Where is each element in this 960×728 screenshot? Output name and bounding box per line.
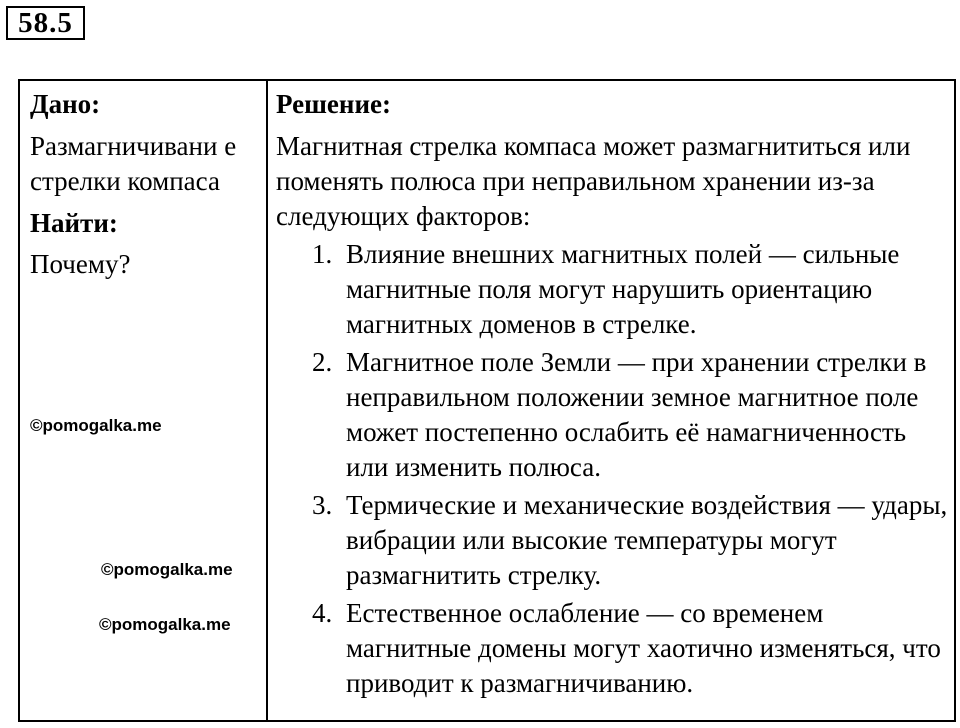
find-heading: Найти:	[30, 208, 118, 238]
factor-list	[276, 237, 952, 701]
factor-text: Магнитное поле Земли — при хранении стрелки в неправильном положении земное магнитное поле может постепенно ослабить её намагниченность или изменить полюса.	[346, 347, 927, 482]
watermark: ©pomogalka.me	[99, 615, 231, 634]
solution-column	[276, 87, 952, 701]
factor-number: 3.	[312, 490, 333, 520]
factor-item	[276, 237, 952, 342]
watermark: ©pomogalka.me	[30, 416, 162, 435]
watermark: ©pomogalka.me	[101, 560, 233, 579]
factor-number: 2.	[312, 347, 333, 377]
factor-text: Естественное ослабление — со временем магнитные домены могут хаотично изменяться, что приводит к размагничиванию.	[346, 598, 941, 698]
given-column	[30, 87, 258, 282]
factor-item	[276, 596, 952, 701]
factor-text: Термические и механические воздействия — удары, вибрации или высокие температуры могут размагнитить стрелку.	[346, 490, 948, 590]
find-text: Почему?	[30, 249, 131, 279]
factor-number: 1.	[312, 239, 333, 269]
factor-text: Влияние внешних магнитных полей — сильные магнитные поля могут нарушить ориентацию магнитных доменов в стрелке.	[346, 239, 900, 339]
problem-number: 58.5	[6, 6, 85, 40]
factor-number: 4.	[312, 598, 333, 628]
factor-item	[276, 488, 952, 593]
given-text: Размагничивани е стрелки компаса	[30, 131, 237, 196]
given-heading: Дано:	[30, 89, 101, 119]
column-divider	[266, 81, 268, 720]
solution-intro: Магнитная стрелка компаса может размагнититься или поменять полюса при неправильном хранении из-за следующих факторов:	[276, 131, 911, 231]
factor-item	[276, 345, 952, 485]
solution-heading: Решение:	[276, 89, 391, 119]
